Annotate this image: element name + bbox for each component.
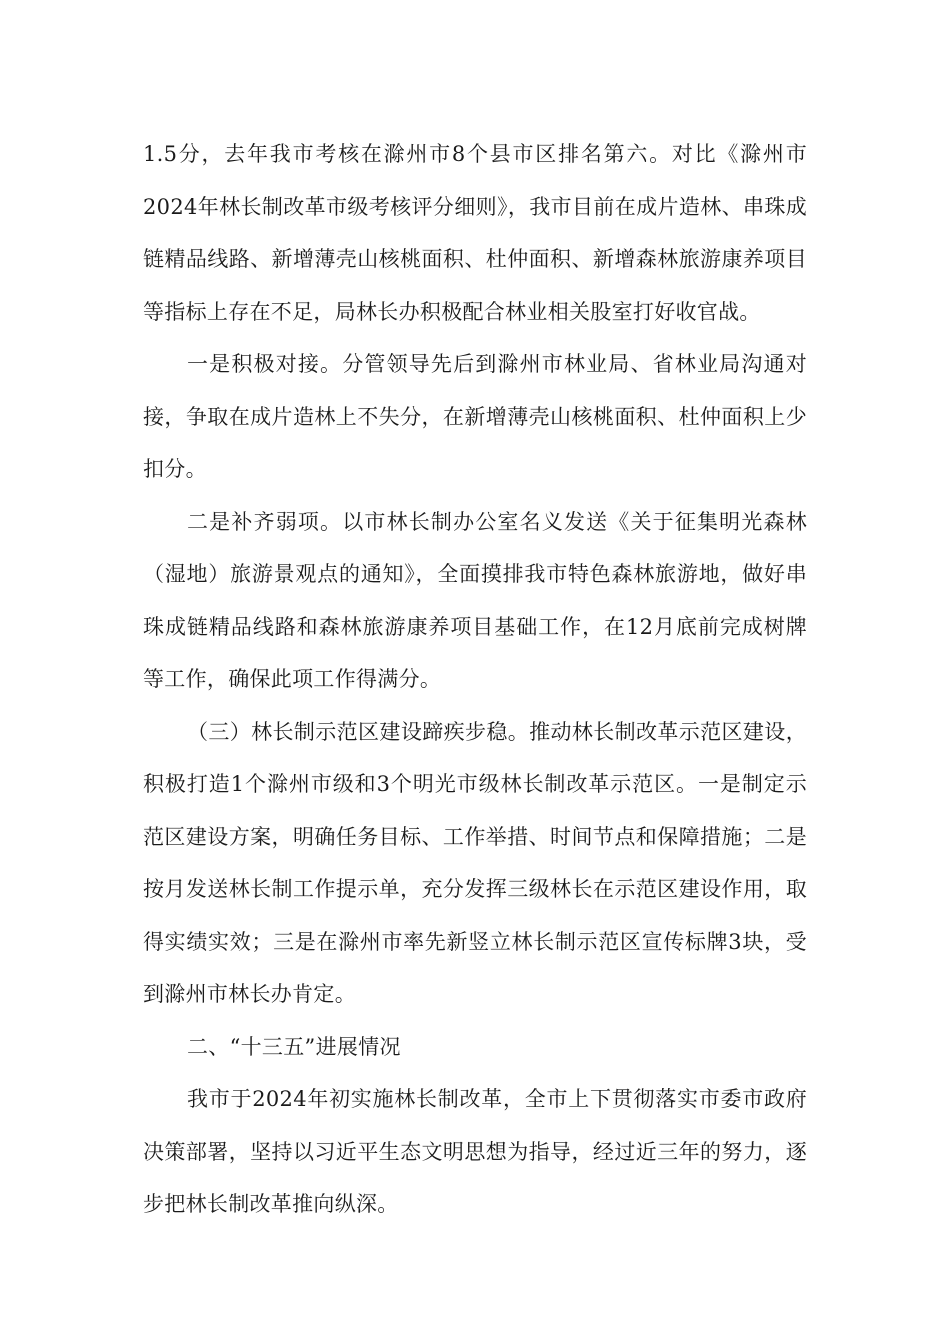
document-body <box>143 128 807 1231</box>
section-heading-progress: 二、“十三五”进展情况 <box>187 1034 401 1059</box>
paragraph-demo-zone: （三）林长制示范区建设蹄疾步稳。推动林长制改革示范区建设，积极打造1个滁州市级和3个明光市级林长制改革示范区。一是制定示范区建设方案，明确任务目标、工作举措、时间节点和保障措施；二是按月发送林长制工作提示单，充分发挥三级林长在示范区建设作用，取得实绩实效；三是在滁州市率先新竖立林长制示范区宣传标牌3块，受到滁州市林长办肯定。 <box>143 719 807 1006</box>
paragraph-active-docking: 一是积极对接。分管领导先后到滁州市林业局、省林业局沟通对接，争取在成片造林上不失分，在新增薄壳山核桃面积、杜仲面积上少扣分。 <box>143 352 807 481</box>
paragraph-fill-weaknesses: 二是补齐弱项。以市林长制办公室名义发送《关于征集明光森林（湿地）旅游景观点的通知》，全面摸排我市特色森林旅游地，做好串珠成链精品线路和森林旅游康养项目基础工作，在12月底前完成树牌等工作，确保此项工作得满分。 <box>143 509 807 691</box>
paragraph-assessment-intro: 1.5分，去年我市考核在滁州市8个县市区排名第六。对比《滁州市2024年林长制改革市级考核评分细则》，我市目前在成片造林、串珠成链精品线路、新增薄壳山核桃面积、杜仲面积、新增森林旅游康养项目等指标上存在不足，局林长办积极配合林业相关股室打好收官战。 <box>143 142 807 324</box>
paragraph-reform-summary: 我市于2024年初实施林长制改革，全市上下贯彻落实市委市政府决策部署，坚持以习近平生态文明思想为指导，经过近三年的努力，逐步把林长制改革推向纵深。 <box>143 1087 807 1216</box>
